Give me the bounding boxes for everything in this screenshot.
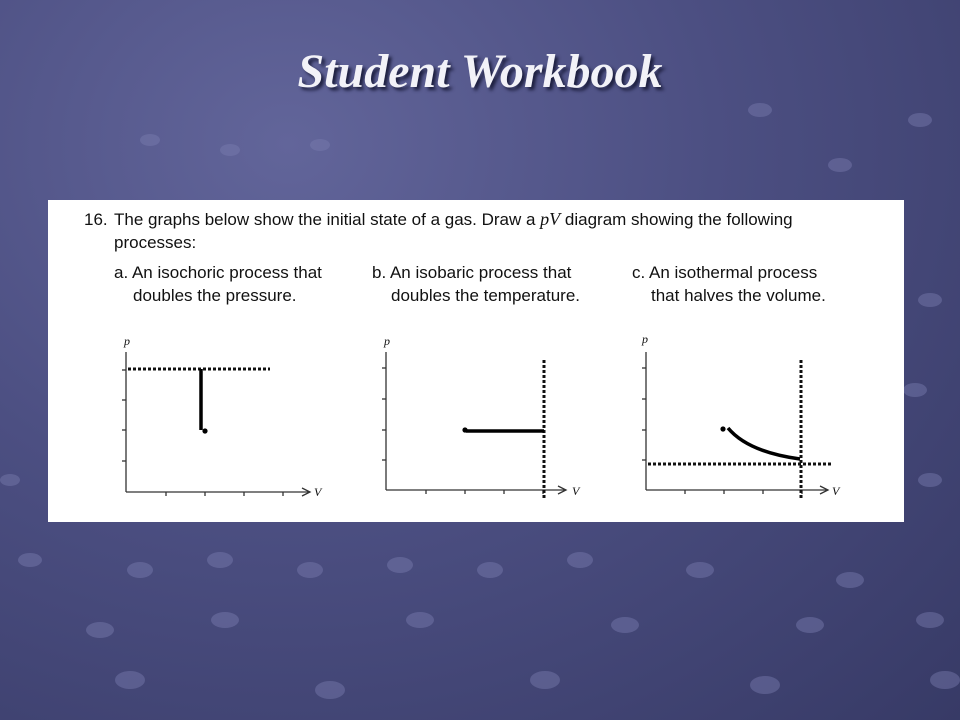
workbook-question-panel — [48, 200, 904, 522]
part-b-line1: b. An isobaric process that — [372, 263, 572, 282]
part-c-line1: c. An isothermal process — [632, 263, 818, 282]
graph-b-y-label: p — [384, 334, 390, 348]
part-c-line2: that halves the volume. — [651, 286, 826, 305]
slide-title: Student Workbook — [297, 45, 663, 98]
graph-c — [641, 332, 841, 500]
graph-c-isotherm-curve — [728, 428, 800, 459]
part-b-line2: doubles the temperature. — [391, 286, 581, 305]
question-number: 16. — [84, 210, 108, 229]
question-text-part-2: diagram showing the following processes: — [114, 210, 793, 252]
graph-a-axes — [122, 352, 310, 496]
graph-a-x-label: V — [314, 485, 322, 499]
graph-a-y-label: p — [124, 334, 130, 348]
part-a-line2: doubles the pressure. — [133, 286, 297, 305]
pv-graphs — [48, 200, 904, 522]
part-a-line1: a. An isochoric process that — [114, 263, 322, 282]
graph-a-initial-point — [202, 428, 207, 433]
graph-c-y-label: p — [642, 332, 648, 346]
pv-symbol: pV — [540, 209, 561, 229]
graph-b-axes — [382, 352, 566, 494]
graph-c-initial-point — [720, 426, 725, 431]
graph-c-x-label: V — [832, 484, 840, 498]
graph-b-x-label: V — [572, 484, 580, 498]
graph-b-initial-point — [462, 427, 467, 432]
graph-b — [382, 334, 581, 500]
graph-a — [122, 334, 323, 499]
question-text-part-1: The graphs below show the initial state of a gas. Draw a — [114, 210, 541, 229]
